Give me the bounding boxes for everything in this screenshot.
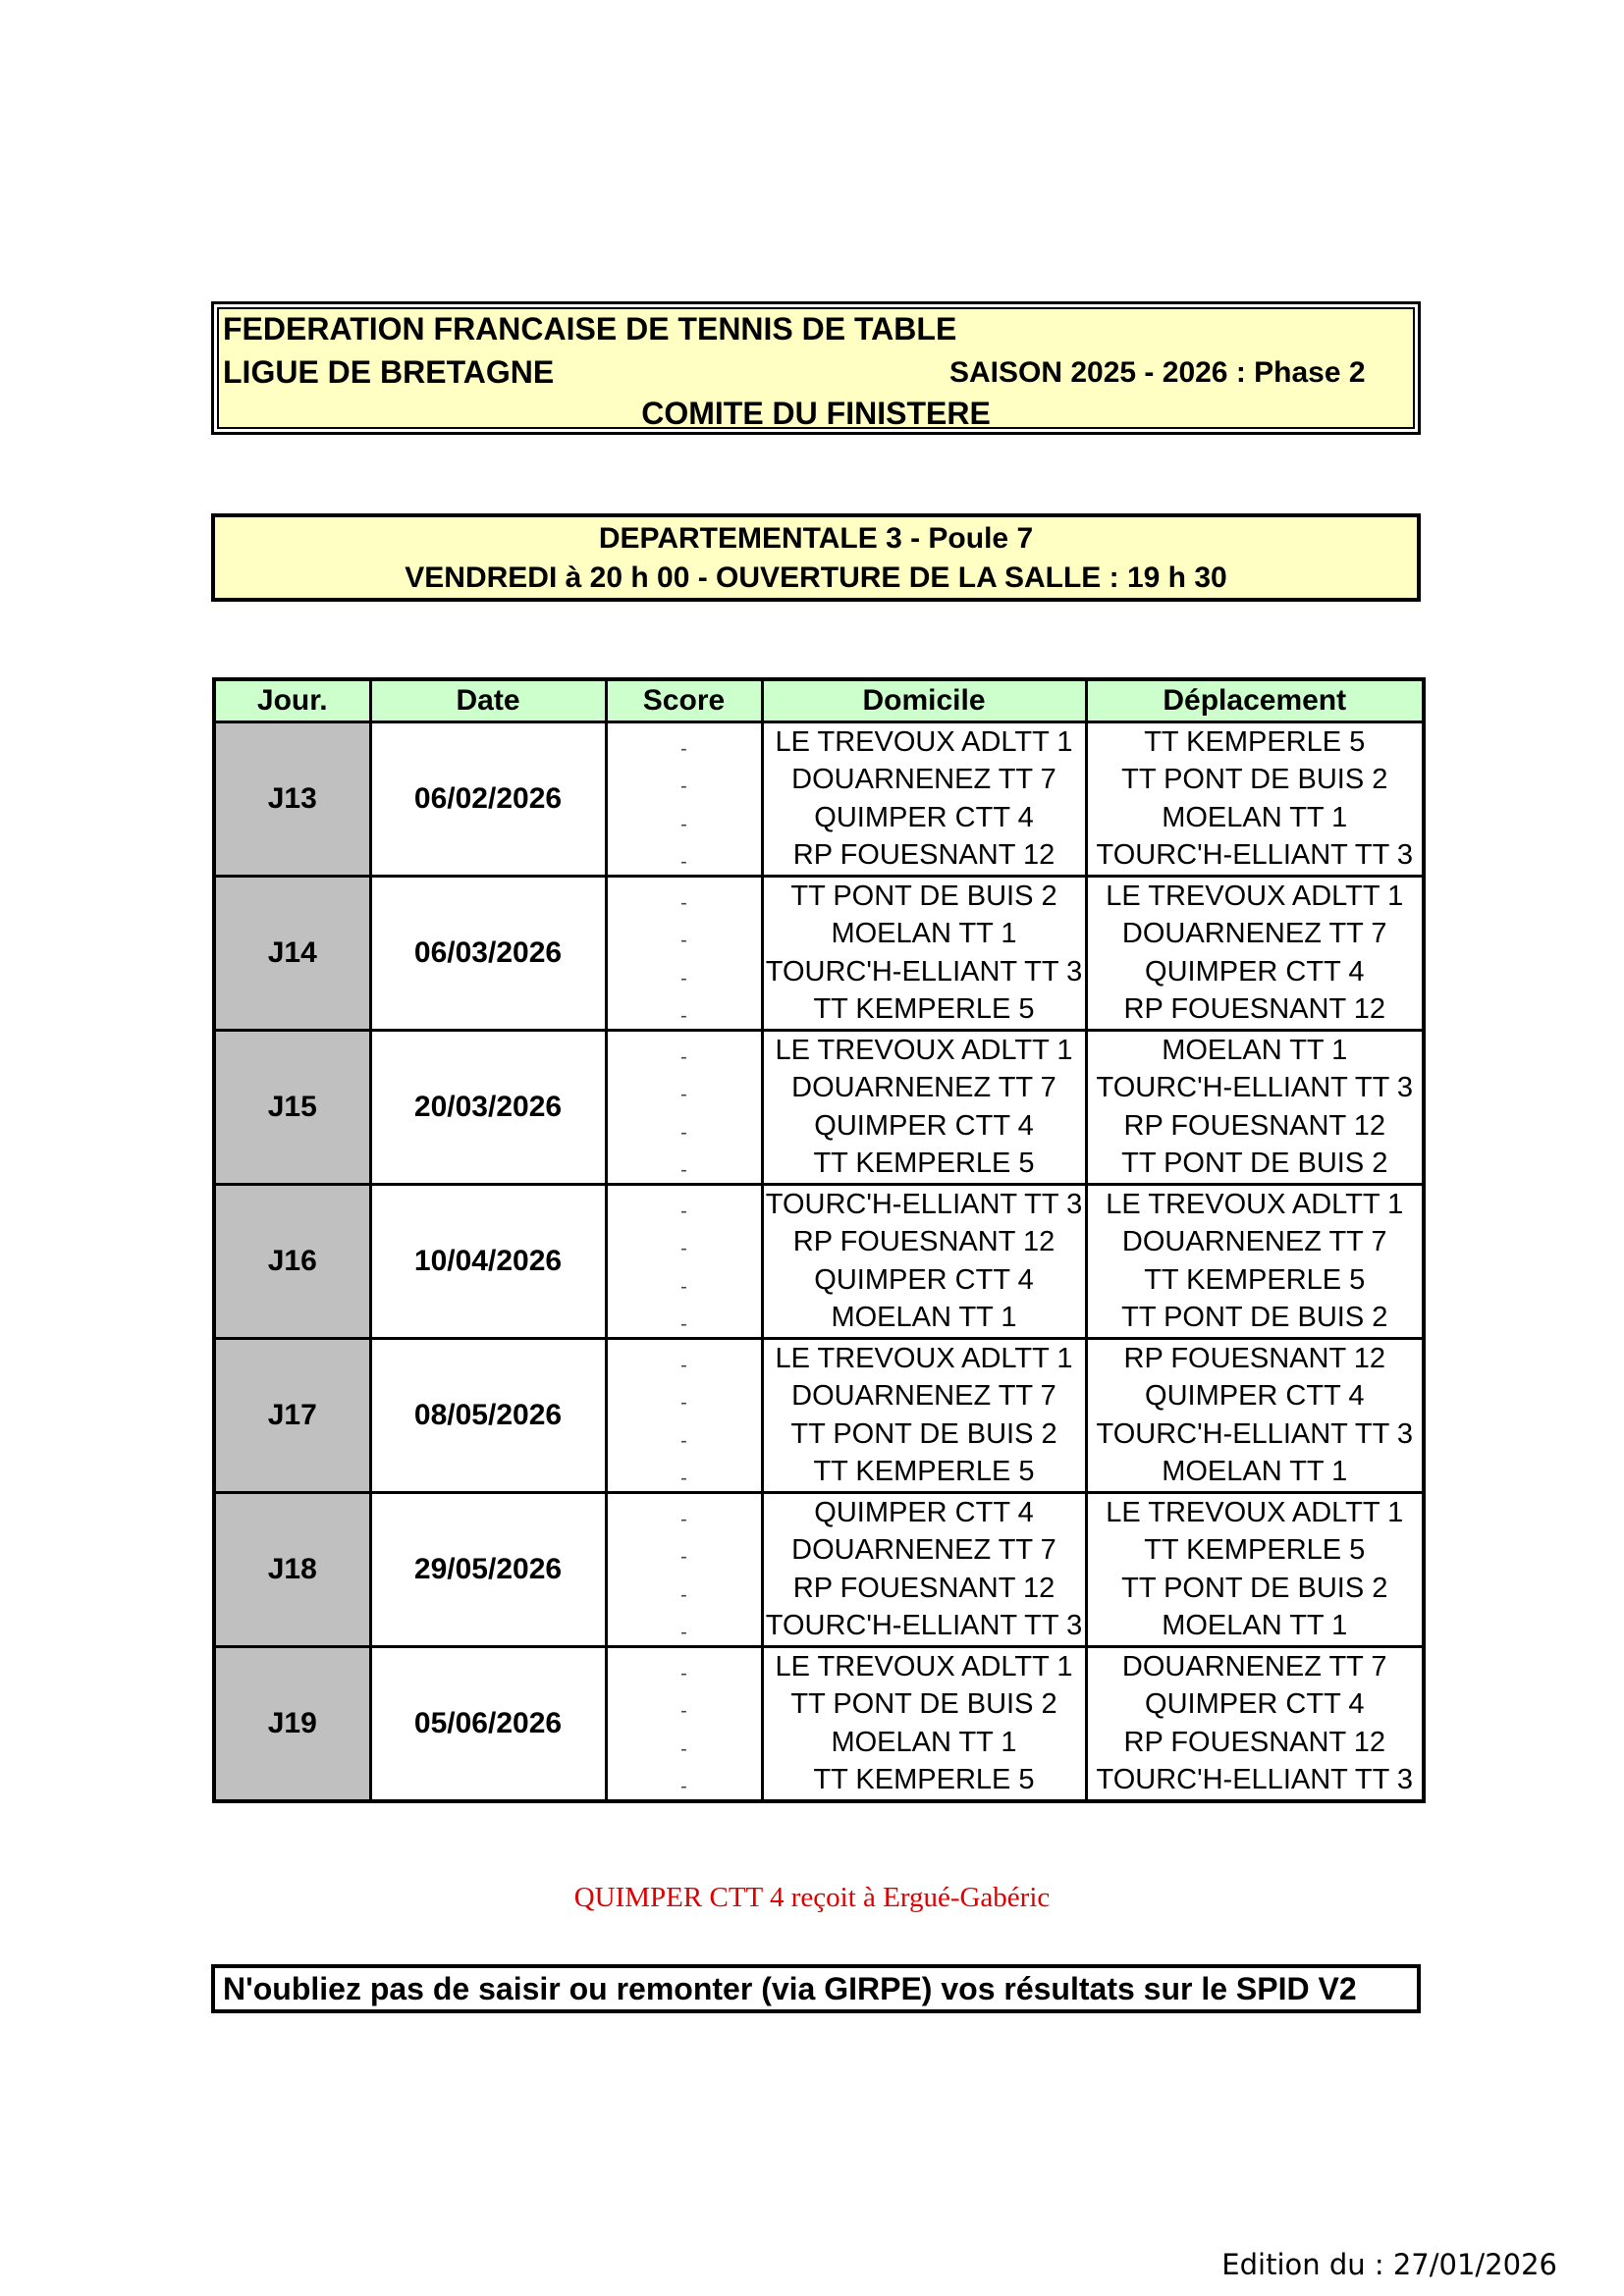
away-team-cell: RP FOUESNANT 12: [1086, 1724, 1424, 1762]
away-team-cell: MOELAN TT 1: [1086, 799, 1424, 837]
table-row: [214, 1493, 1424, 1532]
home-team-cell: MOELAN TT 1: [762, 1300, 1086, 1339]
season-label: SAISON 2025 - 2026 : Phase 2: [949, 356, 1366, 389]
home-team-cell: QUIMPER CTT 4: [762, 1261, 1086, 1300]
away-team-cell: MOELAN TT 1: [1086, 1454, 1424, 1493]
home-team-cell: MOELAN TT 1: [762, 1724, 1086, 1762]
away-team-cell: MOELAN TT 1: [1086, 1608, 1424, 1647]
home-team-cell: LE TREVOUX ADLTT 1: [762, 1647, 1086, 1686]
col-header-jour: Jour.: [214, 679, 370, 722]
score-cell: -: [606, 991, 762, 1031]
date-cell: 05/06/2026: [370, 1647, 606, 1802]
away-team-cell: LE TREVOUX ADLTT 1: [1086, 1185, 1424, 1224]
round-cell: J13: [214, 722, 370, 877]
header-inner: [217, 307, 1415, 429]
score-cell: -: [606, 1454, 762, 1493]
away-team-cell: TOURC'H-ELLIANT TT 3: [1086, 1070, 1424, 1108]
score-cell: -: [606, 1339, 762, 1378]
date-cell: 20/03/2026: [370, 1031, 606, 1185]
table-row: [214, 877, 1424, 916]
comite-title: COMITE DU FINISTERE: [641, 396, 991, 431]
home-team-cell: TT PONT DE BUIS 2: [762, 1415, 1086, 1454]
table-row: [214, 1031, 1424, 1070]
score-cell: -: [606, 762, 762, 800]
score-cell: -: [606, 1762, 762, 1802]
score-cell: -: [606, 916, 762, 954]
home-team-cell: LE TREVOUX ADLTT 1: [762, 722, 1086, 762]
score-cell: -: [606, 1415, 762, 1454]
home-team-cell: DOUARNENEZ TT 7: [762, 1532, 1086, 1571]
round-cell: J16: [214, 1185, 370, 1339]
score-cell: -: [606, 1378, 762, 1416]
score-cell: -: [606, 799, 762, 837]
away-team-cell: DOUARNENEZ TT 7: [1086, 1224, 1424, 1262]
round-cell: J18: [214, 1493, 370, 1647]
home-team-cell: TT KEMPERLE 5: [762, 1762, 1086, 1802]
score-cell: -: [606, 837, 762, 877]
away-team-cell: MOELAN TT 1: [1086, 1031, 1424, 1070]
date-cell: 10/04/2026: [370, 1185, 606, 1339]
home-team-cell: LE TREVOUX ADLTT 1: [762, 1339, 1086, 1378]
home-team-cell: RP FOUESNANT 12: [762, 837, 1086, 877]
score-cell: -: [606, 1532, 762, 1571]
away-team-cell: LE TREVOUX ADLTT 1: [1086, 1493, 1424, 1532]
col-header-domicile: Domicile: [762, 679, 1086, 722]
home-team-cell: TT KEMPERLE 5: [762, 1454, 1086, 1493]
table-row: [214, 1339, 1424, 1378]
home-team-cell: TOURC'H-ELLIANT TT 3: [762, 953, 1086, 991]
round-cell: J17: [214, 1339, 370, 1493]
away-team-cell: TT PONT DE BUIS 2: [1086, 762, 1424, 800]
division-box: [211, 513, 1421, 602]
round-cell: J14: [214, 877, 370, 1031]
score-cell: -: [606, 1300, 762, 1339]
federation-title: FEDERATION FRANCAISE DE TENNIS DE TABLE: [223, 311, 957, 347]
away-team-cell: TOURC'H-ELLIANT TT 3: [1086, 1415, 1424, 1454]
away-team-cell: QUIMPER CTT 4: [1086, 953, 1424, 991]
schedule-body: [214, 722, 1424, 1802]
score-cell: -: [606, 1493, 762, 1532]
score-cell: -: [606, 1185, 762, 1224]
score-cell: -: [606, 1261, 762, 1300]
score-cell: -: [606, 1647, 762, 1686]
col-header-deplacement: Déplacement: [1086, 679, 1424, 722]
away-team-cell: TT KEMPERLE 5: [1086, 1261, 1424, 1300]
col-header-score: Score: [606, 679, 762, 722]
away-team-cell: RP FOUESNANT 12: [1086, 991, 1424, 1031]
home-team-cell: TT PONT DE BUIS 2: [762, 1686, 1086, 1725]
col-header-date: Date: [370, 679, 606, 722]
ligue-title: LIGUE DE BRETAGNE: [223, 354, 555, 390]
home-team-cell: TOURC'H-ELLIANT TT 3: [762, 1185, 1086, 1224]
round-cell: J19: [214, 1647, 370, 1802]
home-team-cell: RP FOUESNANT 12: [762, 1224, 1086, 1262]
edition-date: Edition du : 27/01/2026: [1221, 2248, 1557, 2281]
date-cell: 06/03/2026: [370, 877, 606, 1031]
date-cell: 29/05/2026: [370, 1493, 606, 1647]
score-cell: -: [606, 1608, 762, 1647]
score-cell: -: [606, 1070, 762, 1108]
score-cell: -: [606, 1570, 762, 1608]
score-cell: -: [606, 1686, 762, 1725]
score-cell: -: [606, 1107, 762, 1146]
spid-reminder: N'oubliez pas de saisir ou remonter (via GIRPE) vos résultats sur le SPID V2: [211, 1964, 1421, 2013]
score-cell: -: [606, 877, 762, 916]
home-team-cell: DOUARNENEZ TT 7: [762, 1378, 1086, 1416]
away-team-cell: TOURC'H-ELLIANT TT 3: [1086, 837, 1424, 877]
score-cell: -: [606, 1724, 762, 1762]
away-team-cell: TT KEMPERLE 5: [1086, 1532, 1424, 1571]
date-cell: 06/02/2026: [370, 722, 606, 877]
score-cell: -: [606, 953, 762, 991]
table-row: [214, 1185, 1424, 1224]
away-team-cell: RP FOUESNANT 12: [1086, 1339, 1424, 1378]
away-team-cell: QUIMPER CTT 4: [1086, 1686, 1424, 1725]
score-cell: -: [606, 1146, 762, 1185]
division-title: DEPARTEMENTALE 3 - Poule 7: [598, 522, 1034, 555]
header-row: [214, 679, 1424, 722]
table-row: [214, 1647, 1424, 1686]
score-cell: -: [606, 1031, 762, 1070]
away-team-cell: TT KEMPERLE 5: [1086, 722, 1424, 762]
away-team-cell: TOURC'H-ELLIANT TT 3: [1086, 1762, 1424, 1802]
date-cell: 08/05/2026: [370, 1339, 606, 1493]
away-team-cell: TT PONT DE BUIS 2: [1086, 1570, 1424, 1608]
table-row: [214, 722, 1424, 762]
schedule-table: [212, 677, 1426, 1803]
round-cell: J15: [214, 1031, 370, 1185]
away-team-cell: DOUARNENEZ TT 7: [1086, 1647, 1424, 1686]
home-team-cell: DOUARNENEZ TT 7: [762, 1070, 1086, 1108]
away-team-cell: QUIMPER CTT 4: [1086, 1378, 1424, 1416]
away-team-cell: TT PONT DE BUIS 2: [1086, 1146, 1424, 1185]
home-team-cell: QUIMPER CTT 4: [762, 799, 1086, 837]
home-team-cell: TOURC'H-ELLIANT TT 3: [762, 1608, 1086, 1647]
home-team-cell: DOUARNENEZ TT 7: [762, 762, 1086, 800]
home-team-cell: QUIMPER CTT 4: [762, 1107, 1086, 1146]
home-team-cell: LE TREVOUX ADLTT 1: [762, 1031, 1086, 1070]
score-cell: -: [606, 1224, 762, 1262]
home-team-cell: TT KEMPERLE 5: [762, 1146, 1086, 1185]
header-box: [211, 301, 1421, 435]
home-team-cell: TT PONT DE BUIS 2: [762, 877, 1086, 916]
away-team-cell: DOUARNENEZ TT 7: [1086, 916, 1424, 954]
home-team-cell: TT KEMPERLE 5: [762, 991, 1086, 1031]
home-team-cell: RP FOUESNANT 12: [762, 1570, 1086, 1608]
score-cell: -: [606, 722, 762, 762]
home-team-cell: MOELAN TT 1: [762, 916, 1086, 954]
away-team-cell: RP FOUESNANT 12: [1086, 1107, 1424, 1146]
venue-note: QUIMPER CTT 4 reçoit à Ergué-Gabéric: [573, 1882, 1051, 1913]
away-team-cell: TT PONT DE BUIS 2: [1086, 1300, 1424, 1339]
home-team-cell: QUIMPER CTT 4: [762, 1493, 1086, 1532]
division-schedule: VENDREDI à 20 h 00 - OUVERTURE DE LA SALLE : 19 h 30: [405, 561, 1227, 594]
away-team-cell: LE TREVOUX ADLTT 1: [1086, 877, 1424, 916]
